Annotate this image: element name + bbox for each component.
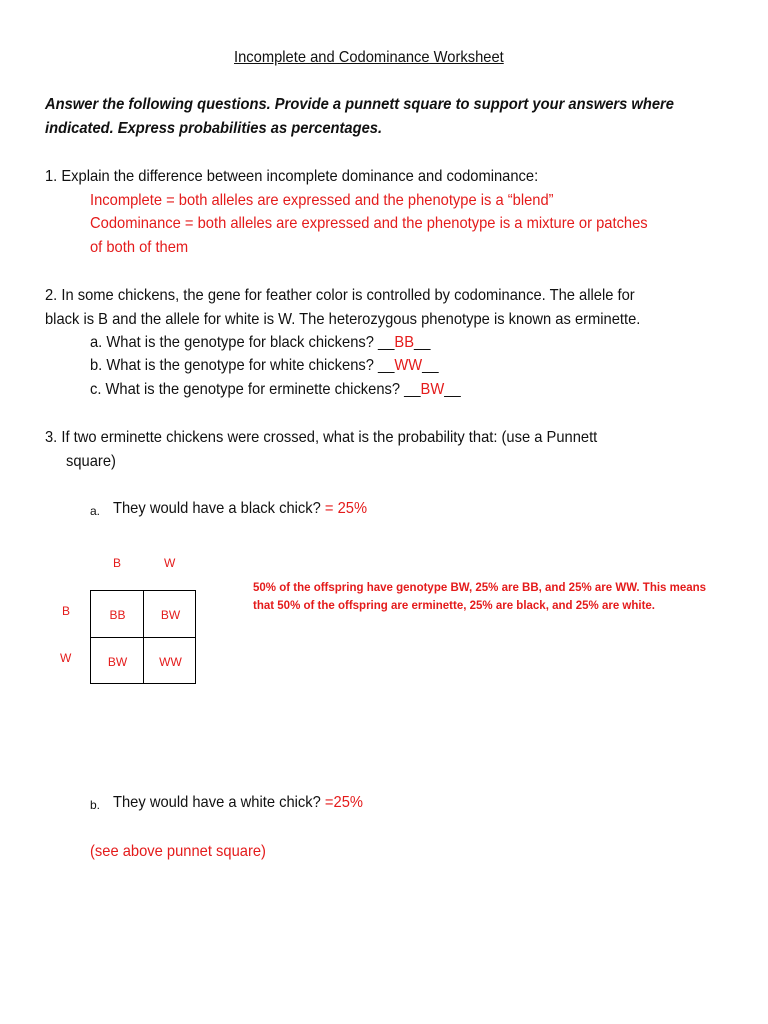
question-3b-answer: =25% — [324, 794, 363, 811]
question-3b-text: They would have a white chick? — [113, 794, 325, 811]
question-2c — [90, 381, 461, 399]
instructions-line-2: indicated. Express probabilities as percentages. — [45, 120, 383, 137]
question-2a-text: a. What is the genotype for black chickens? __ — [90, 334, 395, 351]
question-3-line-2: square) — [66, 453, 116, 470]
punnett-col-header-1: B — [113, 556, 122, 570]
punnett-row-header-2: W — [60, 651, 72, 665]
question-2c-answer: BW — [420, 381, 445, 398]
question-2a — [90, 334, 430, 352]
punnett-cell: BW — [160, 607, 181, 622]
question-2b-answer: WW — [394, 357, 423, 374]
punnett-explanation-line-1: 50% of the offspring have genotype BW, 25% are BB, and 25% are WW. This means — [253, 582, 707, 594]
question-3a — [113, 500, 367, 518]
punnett-cell: BW — [107, 654, 128, 669]
page-title: Incomplete and Codominance Worksheet — [234, 49, 504, 66]
punnett-cell: BB — [109, 607, 126, 622]
question-2c-text: c. What is the genotype for erminette chickens? __ — [90, 381, 421, 398]
question-1-answer-line-1: Incomplete = both alleles are expressed and the phenotype is a “blend” — [90, 192, 554, 209]
question-2b — [90, 357, 439, 375]
question-1-answer-line-3: of both of them — [90, 239, 189, 256]
question-3a-marker: a. — [90, 504, 101, 518]
punnett-square — [90, 590, 196, 684]
question-2c-blank: __ — [444, 381, 461, 398]
punnett-cell: WW — [159, 654, 182, 669]
question-3a-answer: = 25% — [324, 500, 368, 517]
see-above-note: (see above punnet square) — [90, 843, 266, 860]
question-3a-text: They would have a black chick? — [113, 500, 325, 517]
question-2-line-1: 2. In some chickens, the gene for feather color is controlled by codominance. The allele for — [45, 287, 635, 304]
question-3b — [113, 794, 363, 812]
question-1-answer-line-2: Codominance = both alleles are expressed and the phenotype is a mixture or patches — [90, 215, 648, 232]
question-2b-blank: __ — [422, 357, 439, 374]
punnett-row-header-1: B — [62, 604, 71, 618]
question-2b-text: b. What is the genotype for white chickens? __ — [90, 357, 395, 374]
question-3b-marker: b. — [90, 798, 101, 812]
instructions-line-1: Answer the following questions. Provide a punnett square to support your answers where — [45, 96, 674, 113]
question-3-line-1: 3. If two erminette chickens were crossed, what is the probability that: (use a Punnett — [45, 429, 598, 446]
punnett-col-header-2: W — [164, 556, 176, 570]
punnett-explanation-line-2: that 50% of the offspring are erminette, 25% are black, and 25% are white. — [253, 600, 655, 612]
question-2-line-2: black is B and the allele for white is W. The heterozygous phenotype is known as erminette. — [45, 311, 641, 328]
question-2a-blank: __ — [414, 334, 431, 351]
question-2a-answer: BB — [394, 334, 415, 351]
question-1-prompt: 1. Explain the difference between incomplete dominance and codominance: — [45, 168, 539, 185]
